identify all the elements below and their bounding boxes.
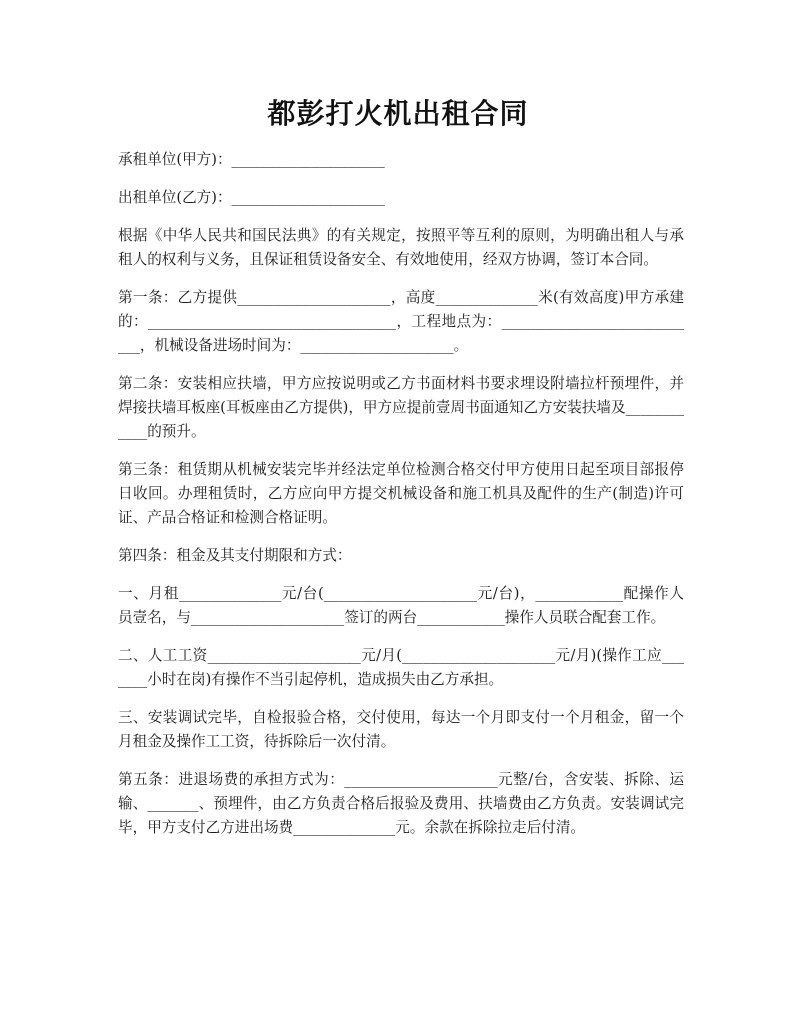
article-4-item-1: 一、月租______________元/台(_____________________元/台)，____________配操作人员壹名，与_____________________签订的两台____________操作人员联合配套工作。 <box>118 585 684 626</box>
preamble-paragraph: 根据《中华人民共和国民法典》的有关规定，按照平等互利的原则，为明确出租人与承租人的权利与义务，且保证租赁设备安全、有效地使用，经双方协调，签订本合同。 <box>118 227 684 268</box>
document-body <box>118 148 684 854</box>
article-4-item-3: 三、安装调试完毕，自检报验合格，交付使用，每达一个月即支付一个月租金，留一个月租金及操作工工资，待拆除后一次付清。 <box>118 709 684 750</box>
article-2-paragraph: 第二条：安装相应扶墙，甲方应按说明或乙方书面材料书要求埋设附墙拉杆预埋件，并焊接扶墙耳板座(耳板座由乙方提供)，甲方应提前壹周书面通知乙方安装扶墙及____________的预升。 <box>118 375 684 440</box>
article-4-item-2: 二、人工工资_____________________元/月(_____________________元/月)(操作工应_______小时在岗)有操作不当引起停机，造成损失由乙方承担。 <box>118 647 684 688</box>
article-3-paragraph: 第三条：租赁期从机械安装完毕并经法定单位检测合格交付甲方使用日起至项目部报停日收回。办理租赁时，乙方应向甲方提交机械设备和施工机具及配件的生产(制造)许可证、产品合格证和检测合格证明。 <box>118 461 684 526</box>
article-1-paragraph: 第一条：乙方提供_____________________，高度______________米(有效高度)甲方承建的：__________________________________，工程地点为：____________________________，机械设备进场时间为：_____________________。 <box>118 289 684 354</box>
party-a-line: 承租单位(甲方)：_____________________ <box>118 151 385 168</box>
article-4-heading: 第四条：租金及其支付期限和方式： <box>118 547 352 564</box>
article-5-paragraph: 第五条：进退场费的承担方式为：_____________________元整/台，含安装、拆除、运输、_______、预埋件，由乙方负责合格后报验及费用、扶墙费由乙方负责。安装调试完毕，甲方支付乙方进出场费______________元。余款在拆除拉走后付清。 <box>118 771 684 836</box>
document-title: 都彭打火机出租合同 <box>267 97 529 130</box>
party-b-line: 出租单位(乙方)：_____________________ <box>118 189 385 206</box>
